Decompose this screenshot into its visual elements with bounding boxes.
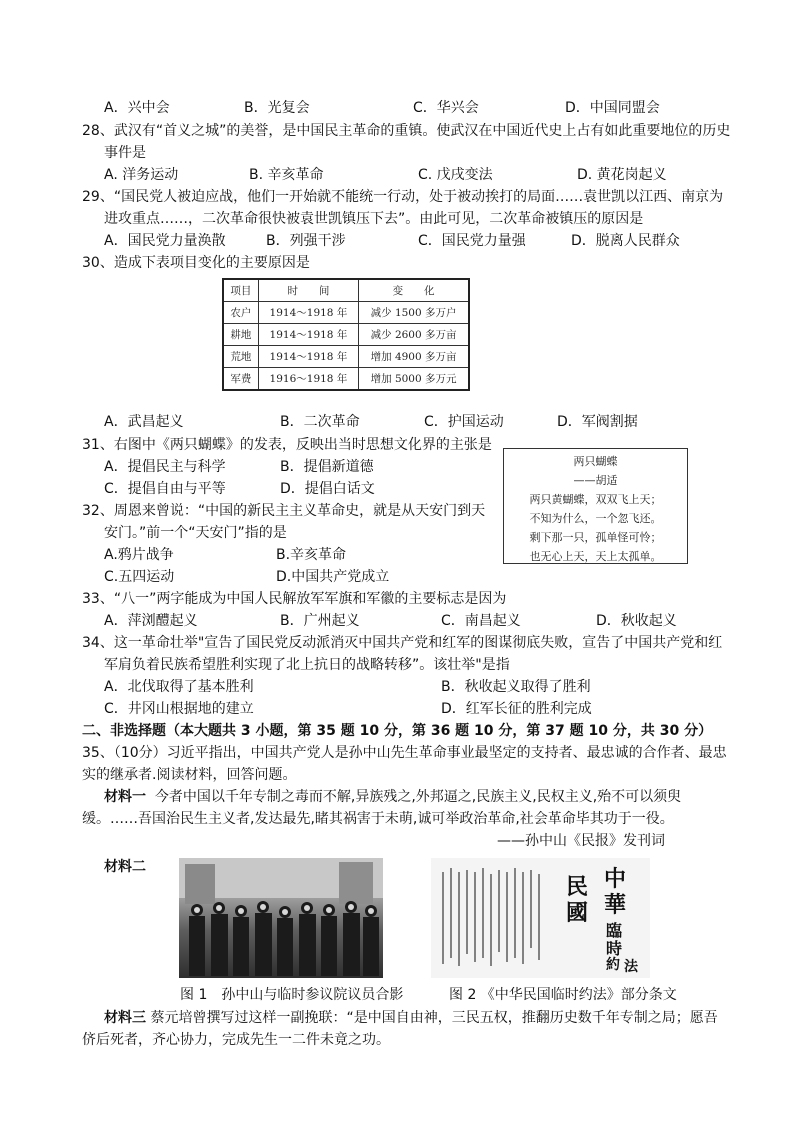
table-header: 变 化 <box>359 279 469 302</box>
q27-option-a: A．兴中会 <box>104 100 170 116</box>
q28-option-b: B. 辛亥革命 <box>249 167 324 183</box>
table-cell: 1914～1918 年 <box>258 324 358 346</box>
material-1-label: 材料一 <box>104 789 146 805</box>
table-row <box>223 324 469 346</box>
q32-stem-line1: 32、周恩来曾说：“中国的新民主主义革命史，就是从天安门到天 <box>82 503 486 519</box>
q31-option-b: B．提倡新道德 <box>280 459 374 475</box>
q32-option-a: A.鸦片战争 <box>104 547 174 563</box>
figure-2-caption: 图 2 《中华民国临时约法》部分条文 <box>449 987 677 1003</box>
material-1-text: 今者中国以千年专制之毒而不解,异族残之,外邦逼之,民族主义,民权主义,殆不可以须臾 <box>154 789 682 805</box>
material-3-line1 <box>104 1008 718 1028</box>
table-cell: 减少 2600 多万亩 <box>359 324 469 346</box>
q34-stem-line2: 军肩负着民族希望胜利实现了北上抗日的战略转移”。该壮举"是指 <box>104 657 510 673</box>
group-photo <box>179 858 383 978</box>
q35-stem-line2: 实的继承者.阅读材料，回答问题。 <box>82 767 297 783</box>
poem-line: 不知为什么，一个忽飞还。 <box>529 512 662 525</box>
q33-option-d: D．秋收起义 <box>596 613 677 629</box>
constitution-document-image <box>431 858 650 978</box>
seal-char: 華 <box>604 892 627 918</box>
table-header: 时 间 <box>258 279 358 302</box>
table-cell: 军费 <box>223 368 258 391</box>
table-cell: 增加 4900 多万亩 <box>359 346 469 368</box>
q28-stem-line1: 28、武汉有“首义之城”的美誉，是中国民主革命的重镇。使武汉在中国近代史上占有如此重要地位的历史 <box>82 123 731 139</box>
q30-option-c: C．护国运动 <box>424 414 504 430</box>
q29-stem-line1: 29、“国民党人被迫应战，他们一开始就不能统一行动，处于被动挨打的局面……袁世凯以江西、南京为 <box>82 189 724 205</box>
seal-char: 民 <box>566 874 589 900</box>
material-3-text: 蔡元培曾撰写过这样一副挽联：“是中国自由神，三民五权，推翻历史数千年专制之局；愿吾 <box>150 1010 718 1026</box>
q29-option-b: B．列强干涉 <box>266 233 346 249</box>
q33-option-c: C．南昌起义 <box>441 613 521 629</box>
material-1-line2: 缓。……吾国治民生主义者,发达最先,睹其祸害于未萌,诚可举政治革命,社会革命毕其功于一役。 <box>82 811 674 827</box>
table-cell: 1916～1918 年 <box>258 368 358 391</box>
q30-option-b: B．二次革命 <box>280 414 360 430</box>
q30-stem: 30、造成下表项目变化的主要原因是 <box>82 255 310 271</box>
table-cell: 荒地 <box>223 346 258 368</box>
table-header-row <box>223 279 469 302</box>
q29-option-c: C．国民党力量强 <box>418 233 526 249</box>
seal-char: 法 <box>624 959 638 975</box>
q30-option-a: A．武昌起义 <box>104 414 184 430</box>
q34-option-c: C．井冈山根据地的建立 <box>104 701 254 717</box>
table-cell: 减少 1500 多万户 <box>359 302 469 324</box>
table-cell: 1914～1918 年 <box>258 346 358 368</box>
group-photo-figures <box>179 858 383 978</box>
table-cell: 耕地 <box>223 324 258 346</box>
q29-stem-line2: 进攻重点……，二次革命很快被袁世凯镇压下去”。由此可见，二次革命被镇压的原因是 <box>104 211 644 227</box>
poem-author: ——胡适 <box>573 474 618 487</box>
q32-option-b: B.辛亥革命 <box>276 547 347 563</box>
material-1-source: ——孙中山《民报》发刊词 <box>497 833 665 849</box>
q31-option-d: D．提倡白话文 <box>280 481 375 497</box>
q33-option-b: B．广州起义 <box>280 613 360 629</box>
q28-option-c: C. 戊戌变法 <box>418 167 493 183</box>
q28-option-d: D. 黄花岗起义 <box>577 167 667 183</box>
table-row <box>223 302 469 324</box>
q29-option-a: A．国民党力量涣散 <box>104 233 226 249</box>
q30-option-d: D．军阀割据 <box>557 414 638 430</box>
q31-option-a: A．提倡民主与科学 <box>104 459 226 475</box>
seal-char: 國 <box>566 900 589 926</box>
q32-stem-line2: 安门。”前一个“天安门”指的是 <box>104 525 287 541</box>
q30-data-table <box>222 278 470 391</box>
q34-option-a: A．北伐取得了基本胜利 <box>104 679 254 695</box>
figure-1-caption: 图 1 孙中山与临时参议院议员合影 <box>180 987 404 1003</box>
seal-char: 中 <box>604 866 627 892</box>
material-3-label: 材料三 <box>104 1010 146 1026</box>
poem-box <box>503 448 688 564</box>
q27-option-d: D．中国同盟会 <box>565 100 660 116</box>
material-3-line2: 侪后死者，齐心协力，完成先生一二件未竟之功。 <box>82 1032 390 1048</box>
seal-char: 時 <box>606 939 623 958</box>
q28-stem-line2: 事件是 <box>104 145 146 161</box>
poem-line: 剩下那一只，孤单怪可怜； <box>529 531 662 544</box>
table-cell: 1914～1918 年 <box>258 302 358 324</box>
seal-char: 臨 <box>606 921 623 940</box>
q33-stem: 33、“八一”两字能成为中国人民解放军军旗和军徽的主要标志是因为 <box>82 591 507 607</box>
q32-option-c: C.五四运动 <box>104 569 175 585</box>
poem-title: 两只蝴蝶 <box>573 455 618 468</box>
q31-stem: 31、右图中《两只蝴蝶》的发表，反映出当时思想文化界的主张是 <box>82 437 492 453</box>
section-heading: 二、非选择题（本大题共 3 小题，第 35 题 10 分，第 36 题 10 分，第 37 题 10 分，共 30 分） <box>82 723 713 739</box>
q28-option-a: A. 洋务运动 <box>104 167 179 183</box>
q35-stem-line1: 35、（10分）习近平指出，中国共产党人是孙中山先生革命事业最坚定的支持者、最忠诚的合作者、最忠 <box>82 745 727 761</box>
document-text-columns <box>431 858 551 978</box>
q27-option-b: B．光复会 <box>244 100 310 116</box>
table-cell: 农户 <box>223 302 258 324</box>
table-header: 项目 <box>223 279 258 302</box>
q31-option-c: C．提倡自由与平等 <box>104 481 226 497</box>
q27-option-c: C．华兴会 <box>413 100 479 116</box>
material-1-line1 <box>104 787 681 807</box>
table-row <box>223 368 469 391</box>
q33-option-a: A．萍浏醴起义 <box>104 613 198 629</box>
q34-stem-line1: 34、这一革命壮举"宣告了国民党反动派消灭中国共产党和红军的图谋彻底失败，宣告了中国共产党和红 <box>82 635 723 651</box>
table-row <box>223 346 469 368</box>
q32-option-d: D.中国共产党成立 <box>276 569 390 585</box>
q34-option-d: D．红军长征的胜利完成 <box>441 701 592 717</box>
seal-char: 約 <box>606 957 620 973</box>
material-2-label: 材料二 <box>104 859 146 875</box>
poem-line: 也无心上天，天上太孤单。 <box>529 550 662 563</box>
table-cell: 增加 5000 多万元 <box>359 368 469 391</box>
q29-option-d: D．脱离人民群众 <box>571 233 680 249</box>
document-title-seal <box>556 862 644 974</box>
q34-option-b: B．秋收起义取得了胜利 <box>441 679 591 695</box>
poem-line: 两只黄蝴蝶，双双飞上天； <box>529 493 662 506</box>
